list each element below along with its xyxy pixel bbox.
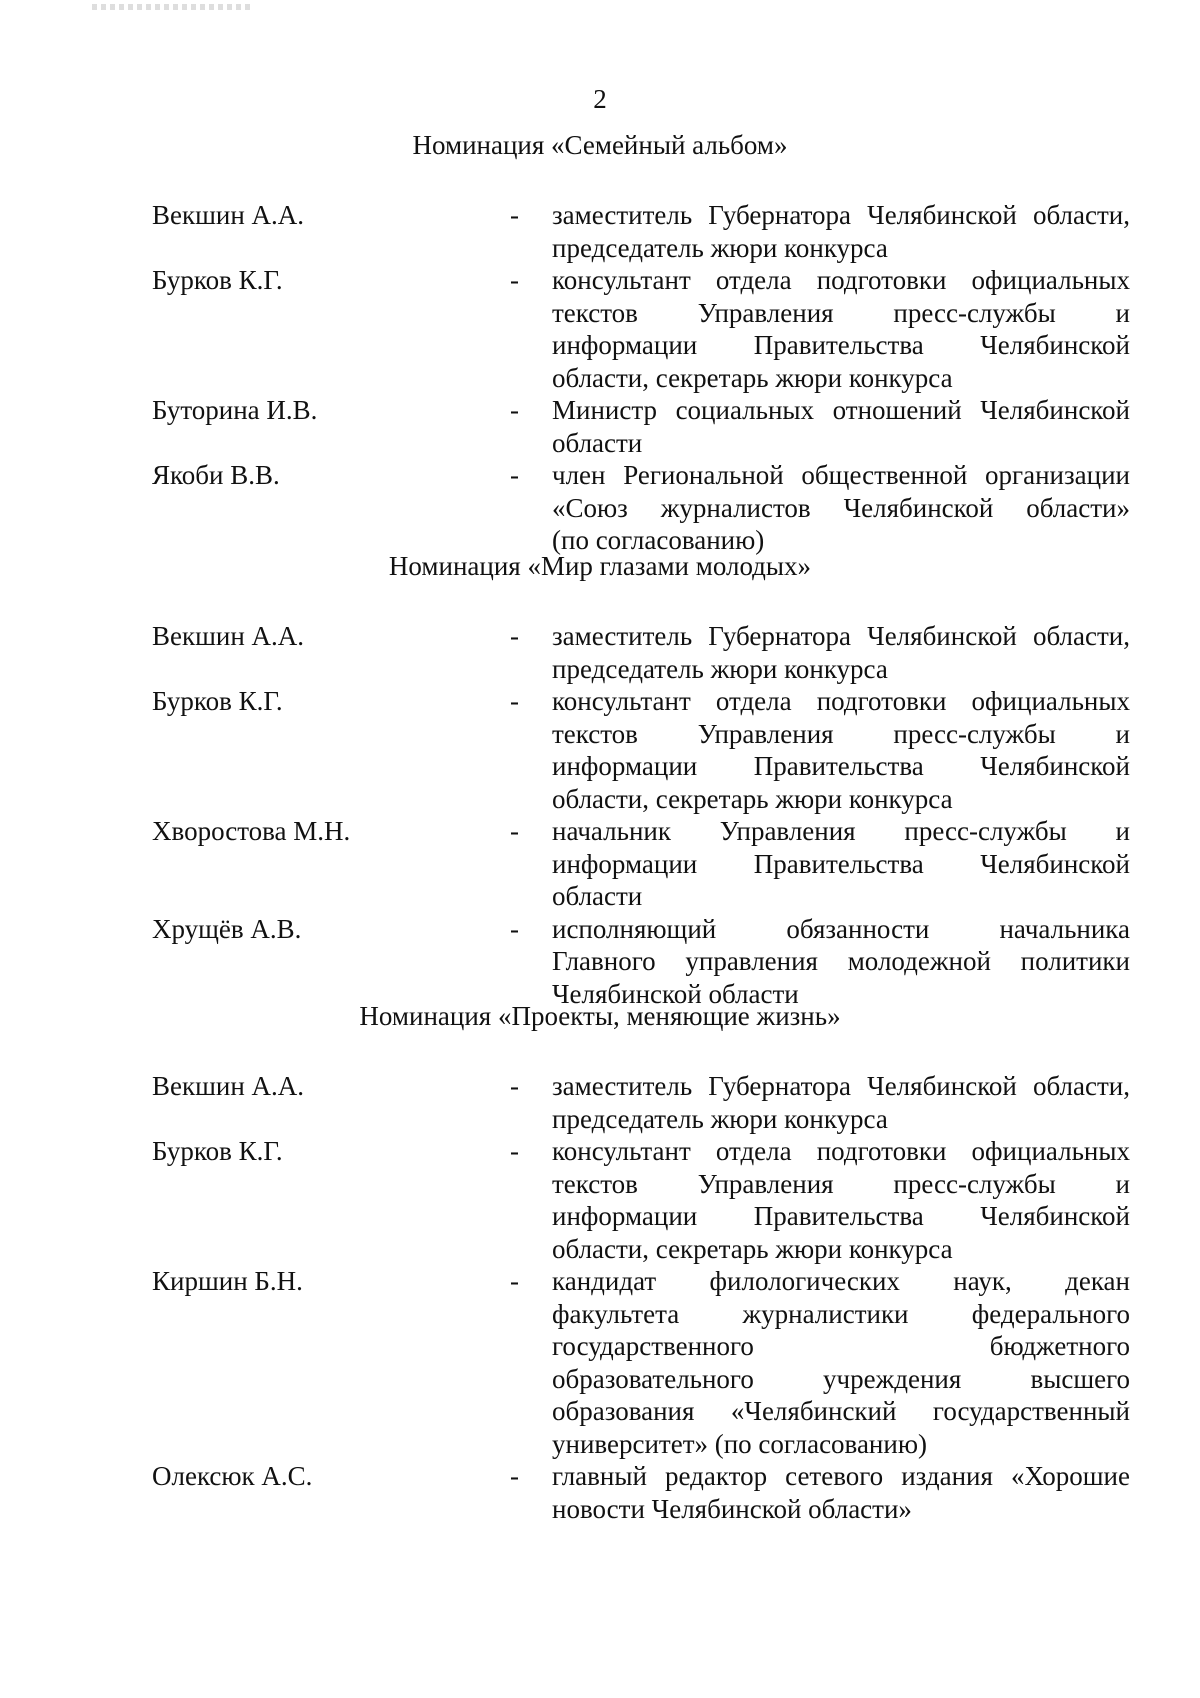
jury-list: [0, 620, 1200, 1010]
position-line: образования «Челябинский государственный: [552, 1396, 1130, 1426]
section-title: Номинация «Проекты, меняющие жизнь»: [359, 1001, 841, 1031]
member-name: Хворостова М.Н.: [152, 816, 351, 846]
position-line: информации Правительства Челябинской: [552, 751, 1130, 781]
position-line: области: [552, 881, 643, 911]
member-position: [552, 913, 1130, 1011]
member-position: [552, 1135, 1130, 1265]
position-line: информации Правительства Челябинской: [552, 330, 1130, 360]
page-number: 2: [593, 84, 607, 114]
member-position: [552, 264, 1130, 394]
dash-separator: -: [510, 816, 519, 846]
member-name: Хрущёв А.В.: [152, 913, 302, 944]
position-line: консультант отдела подготовки официальных: [552, 265, 1130, 295]
position-line: текстов Управления пресс-службы и: [552, 1168, 1130, 1199]
member-position: [552, 620, 1130, 685]
section-title: Номинация «Мир глазами молодых»: [388, 551, 812, 581]
position-line: «Союз журналистов Челябинской области»: [552, 492, 1130, 523]
jury-member-row: [0, 1135, 1200, 1265]
position-line: факультета журналистики федерального: [552, 1298, 1130, 1329]
member-position: [552, 459, 1130, 557]
member-position: [552, 1265, 1130, 1460]
member-name: Бурков К.Г.: [152, 686, 283, 716]
position-line: текстов Управления пресс-службы и: [552, 297, 1130, 328]
position-line: заместитель Губернатора Челябинской области,: [552, 621, 1130, 651]
member-position: [552, 1460, 1130, 1525]
position-line: области, секретарь жюри конкурса: [552, 783, 953, 814]
dash-separator: -: [510, 913, 519, 944]
position-line: области, секретарь жюри конкурса: [552, 1233, 953, 1264]
section-world-through-young-eyes: [0, 551, 1200, 1010]
dash-separator: -: [510, 460, 519, 490]
member-name: Олексюк А.С.: [152, 1461, 313, 1491]
position-line: главный редактор сетевого издания «Хорошие: [552, 1461, 1130, 1491]
member-name: Векшин А.А.: [152, 621, 305, 651]
jury-list: [0, 199, 1200, 557]
position-line: начальник Управления пресс-службы и: [552, 816, 1130, 846]
section-family-album: [0, 130, 1200, 557]
position-line: государственного бюджетного: [552, 1331, 1130, 1361]
jury-member-row: [0, 1460, 1200, 1525]
position-line: информации Правительства Челябинской: [552, 1201, 1130, 1231]
member-position: [552, 815, 1130, 913]
jury-member-row: [0, 264, 1200, 394]
member-position: [552, 199, 1130, 264]
jury-member-row: [0, 620, 1200, 685]
dash-separator: -: [510, 1461, 519, 1491]
position-line: консультант отдела подготовки официальных: [552, 1136, 1130, 1166]
position-line: исполняющий обязанности начальника: [552, 913, 1130, 944]
member-name: Бурков К.Г.: [152, 265, 283, 295]
position-line: член Региональной общественной организации: [552, 460, 1130, 490]
position-line: области, секретарь жюри конкурса: [552, 362, 953, 393]
position-line: области: [552, 427, 643, 458]
member-name: Векшин А.А.: [152, 1071, 305, 1101]
jury-member-row: [0, 913, 1200, 1011]
position-line: (по согласованию): [552, 525, 765, 555]
position-line: консультант отдела подготовки официальных: [552, 686, 1130, 716]
member-position: [552, 685, 1130, 815]
dash-separator: -: [510, 200, 519, 230]
dash-separator: -: [510, 1266, 519, 1296]
position-line: председатель жюри конкурса: [552, 653, 888, 684]
position-line: университет» (по согласованию): [552, 1428, 927, 1459]
dash-separator: -: [510, 1136, 519, 1166]
member-position: [552, 1070, 1130, 1135]
position-line: председатель жюри конкурса: [552, 1103, 888, 1134]
jury-member-row: [0, 459, 1200, 557]
member-name: Бурков К.Г.: [152, 1136, 283, 1166]
jury-member-row: [0, 1070, 1200, 1135]
member-name: Векшин А.А.: [152, 200, 305, 230]
position-line: информации Правительства Челябинской: [552, 848, 1130, 879]
section-life-changing-projects: [0, 1001, 1200, 1525]
jury-member-row: [0, 199, 1200, 264]
position-line: Министр социальных отношений Челябинской: [552, 395, 1130, 425]
member-position: [552, 394, 1130, 459]
jury-member-row: [0, 394, 1200, 459]
jury-list: [0, 1070, 1200, 1525]
position-line: Челябинской области: [552, 978, 799, 1009]
dash-separator: -: [510, 265, 519, 295]
section-title: Номинация «Семейный альбом»: [412, 130, 788, 160]
position-line: Главного управления молодежной политики: [552, 946, 1130, 976]
dash-separator: -: [510, 395, 519, 425]
dash-separator: -: [510, 1071, 519, 1101]
jury-member-row: [0, 1265, 1200, 1460]
position-line: кандидат филологических наук, декан: [552, 1266, 1130, 1296]
position-line: образовательного учреждения высшего: [552, 1363, 1130, 1394]
dash-separator: -: [510, 686, 519, 716]
member-name: Якоби В.В.: [152, 460, 280, 490]
jury-member-row: [0, 815, 1200, 913]
position-line: председатель жюри конкурса: [552, 232, 888, 263]
position-line: заместитель Губернатора Челябинской области,: [552, 1071, 1130, 1101]
position-line: новости Челябинской области»: [552, 1493, 912, 1524]
member-name: Киршин Б.Н.: [152, 1266, 303, 1296]
dash-separator: -: [510, 621, 519, 651]
jury-member-row: [0, 685, 1200, 815]
position-line: текстов Управления пресс-службы и: [552, 718, 1130, 749]
member-name: Буторина И.В.: [152, 395, 318, 425]
scan-artifact: [92, 4, 252, 10]
position-line: заместитель Губернатора Челябинской области,: [552, 200, 1130, 230]
